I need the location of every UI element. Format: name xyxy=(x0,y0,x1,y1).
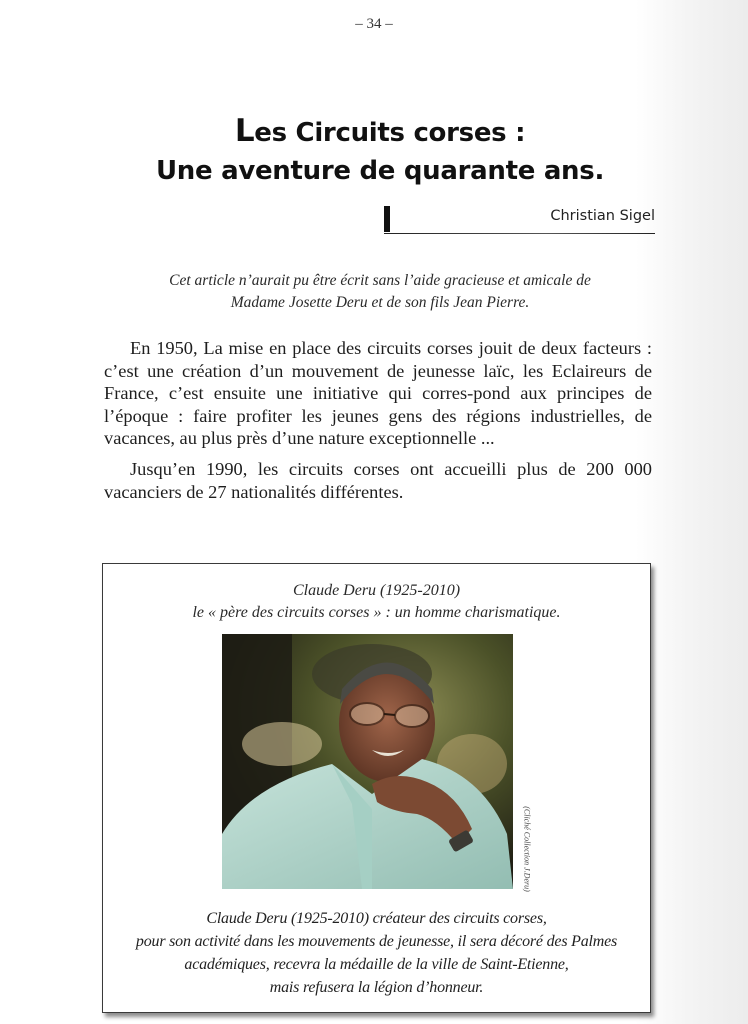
portrait-illustration xyxy=(222,634,513,889)
title-line-1-text: es Circuits corses : xyxy=(254,118,526,148)
figure-caption-top xyxy=(103,580,650,624)
byline-bar-decoration xyxy=(384,206,390,232)
dedication-line-2: Madame Josette Deru et de son fils Jean Pierre. xyxy=(230,294,530,311)
portrait-photo xyxy=(222,634,513,889)
figure-frame xyxy=(102,563,651,1013)
article-title xyxy=(100,112,660,190)
dedication-line-1: Cet article n’aurait pu être écrit sans l’aide gracieuse et amicale de xyxy=(169,272,591,289)
figure-caption-bottom xyxy=(103,907,650,999)
author-name: Christian Sigel xyxy=(550,208,655,224)
body-paragraph: En 1950, La mise en place des circuits corses jouit de deux facteurs : c’est une création d’un mouvement de jeunesse laïc, les Eclaireurs de France, c’est ensuite une initiative qui corres-pond aux principes de l’époque : faire profiter les jeunes gens des régions industrielles, de vacances, au plus près d’une nature exceptionnelle ... xyxy=(104,338,652,449)
caption-top-line-1: Claude Deru (1925-2010) xyxy=(292,582,461,599)
photo-credit-text: (Cliché Collection J.Deru) xyxy=(522,806,532,892)
caption-bottom-line-3: académiques, recevra la médaille de la ville de Saint-Etienne, xyxy=(184,956,569,973)
byline xyxy=(384,206,655,234)
page-number: – 34 – xyxy=(355,16,393,32)
photo-credit xyxy=(521,804,533,894)
caption-bottom-line-4: mais refusera la légion d’honneur. xyxy=(269,979,484,996)
caption-top-line-2: le « père des circuits corses » : un homme charismatique. xyxy=(192,604,561,621)
title-line-2: Une aventure de quarante ans. xyxy=(155,156,605,186)
body-paragraph: Jusqu’en 1990, les circuits corses ont accueilli plus de 200 000 vacanciers de 27 nationalités différentes. xyxy=(104,458,652,502)
dedication xyxy=(110,270,650,314)
caption-bottom-line-1: Claude Deru (1925-2010) créateur des circuits corses, xyxy=(206,910,547,927)
title-line-1 xyxy=(100,112,660,152)
byline-rule xyxy=(384,233,655,235)
article-body xyxy=(104,337,652,511)
caption-bottom-line-2: pour son activité dans les mouvements de jeunesse, il sera décoré des Palmes xyxy=(135,933,618,950)
title-drop-letter: L xyxy=(234,113,255,149)
